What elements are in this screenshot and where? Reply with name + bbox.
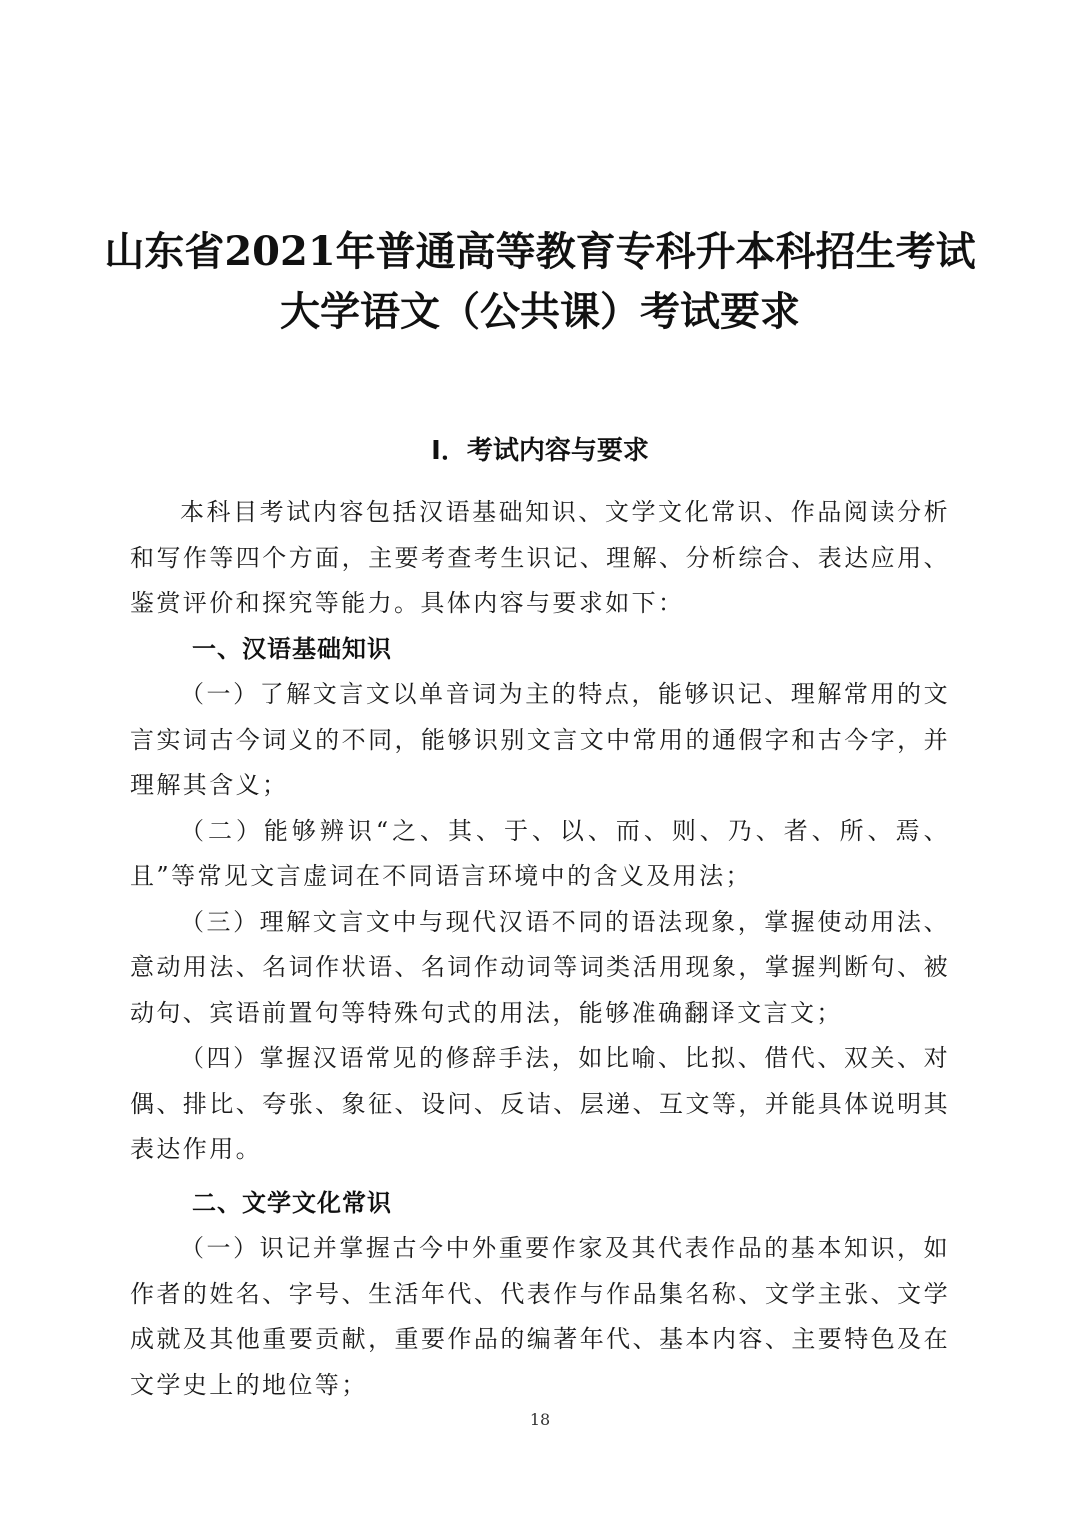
document-title-line-1: 山东省2021年普通高等教育专科升本科招生考试 (104, 228, 976, 275)
part2-heading: 二、文学文化常识 (192, 1188, 392, 1217)
part1-item-4: （四）掌握汉语常见的修辞手法，如比喻、比拟、借代、双关、对偶、排比、夸张、象征、设问、反诘、层递、互文等，并能具体说明其表达作用。 (130, 1044, 950, 1163)
part2-item-1: （一）识记并掌握古今中外重要作家及其代表作品的基本知识，如作者的姓名、字号、生活年代、代表作与作品集名称、文学主张、文学成就及其他重要贡献，重要作品的编著年代、基本内容、主要特色及在文学史上的地位等； (130, 1234, 950, 1399)
page-number: 18 (529, 1410, 551, 1429)
part1-item-3: （三）理解文言文中与现代汉语不同的语法现象，掌握使动用法、意动用法、名词作状语、名词作动词等词类活用现象，掌握判断句、被动句、宾语前置句等特殊句式的用法，能够准确翻译文言文； (130, 907, 950, 1027)
part1-item-2: （二）能够辨识“之、其、于、以、而、则、乃、者、所、焉、且”等常见文言虚词在不同语言环境中的含义及用法； (130, 816, 950, 890)
part1-heading: 一、汉语基础知识 (192, 634, 392, 663)
document-title-line-2: 大学语文（公共课）考试要求 (280, 288, 800, 335)
intro-paragraph: 本科目考试内容包括汉语基础知识、文学文化常识、作品阅读分析和写作等四个方面，主要考查考生识记、理解、分析综合、表达应用、鉴赏评价和探究等能力。具体内容与要求如下： (130, 498, 950, 617)
document-body (130, 490, 950, 1408)
section-heading: Ⅰ．考试内容与要求 (431, 436, 649, 466)
part1-item-1: （一）了解文言文以单音词为主的特点，能够识记、理解常用的文言实词古今词义的不同，能够识别文言文中常用的通假字和古今字，并理解其含义； (130, 680, 950, 799)
